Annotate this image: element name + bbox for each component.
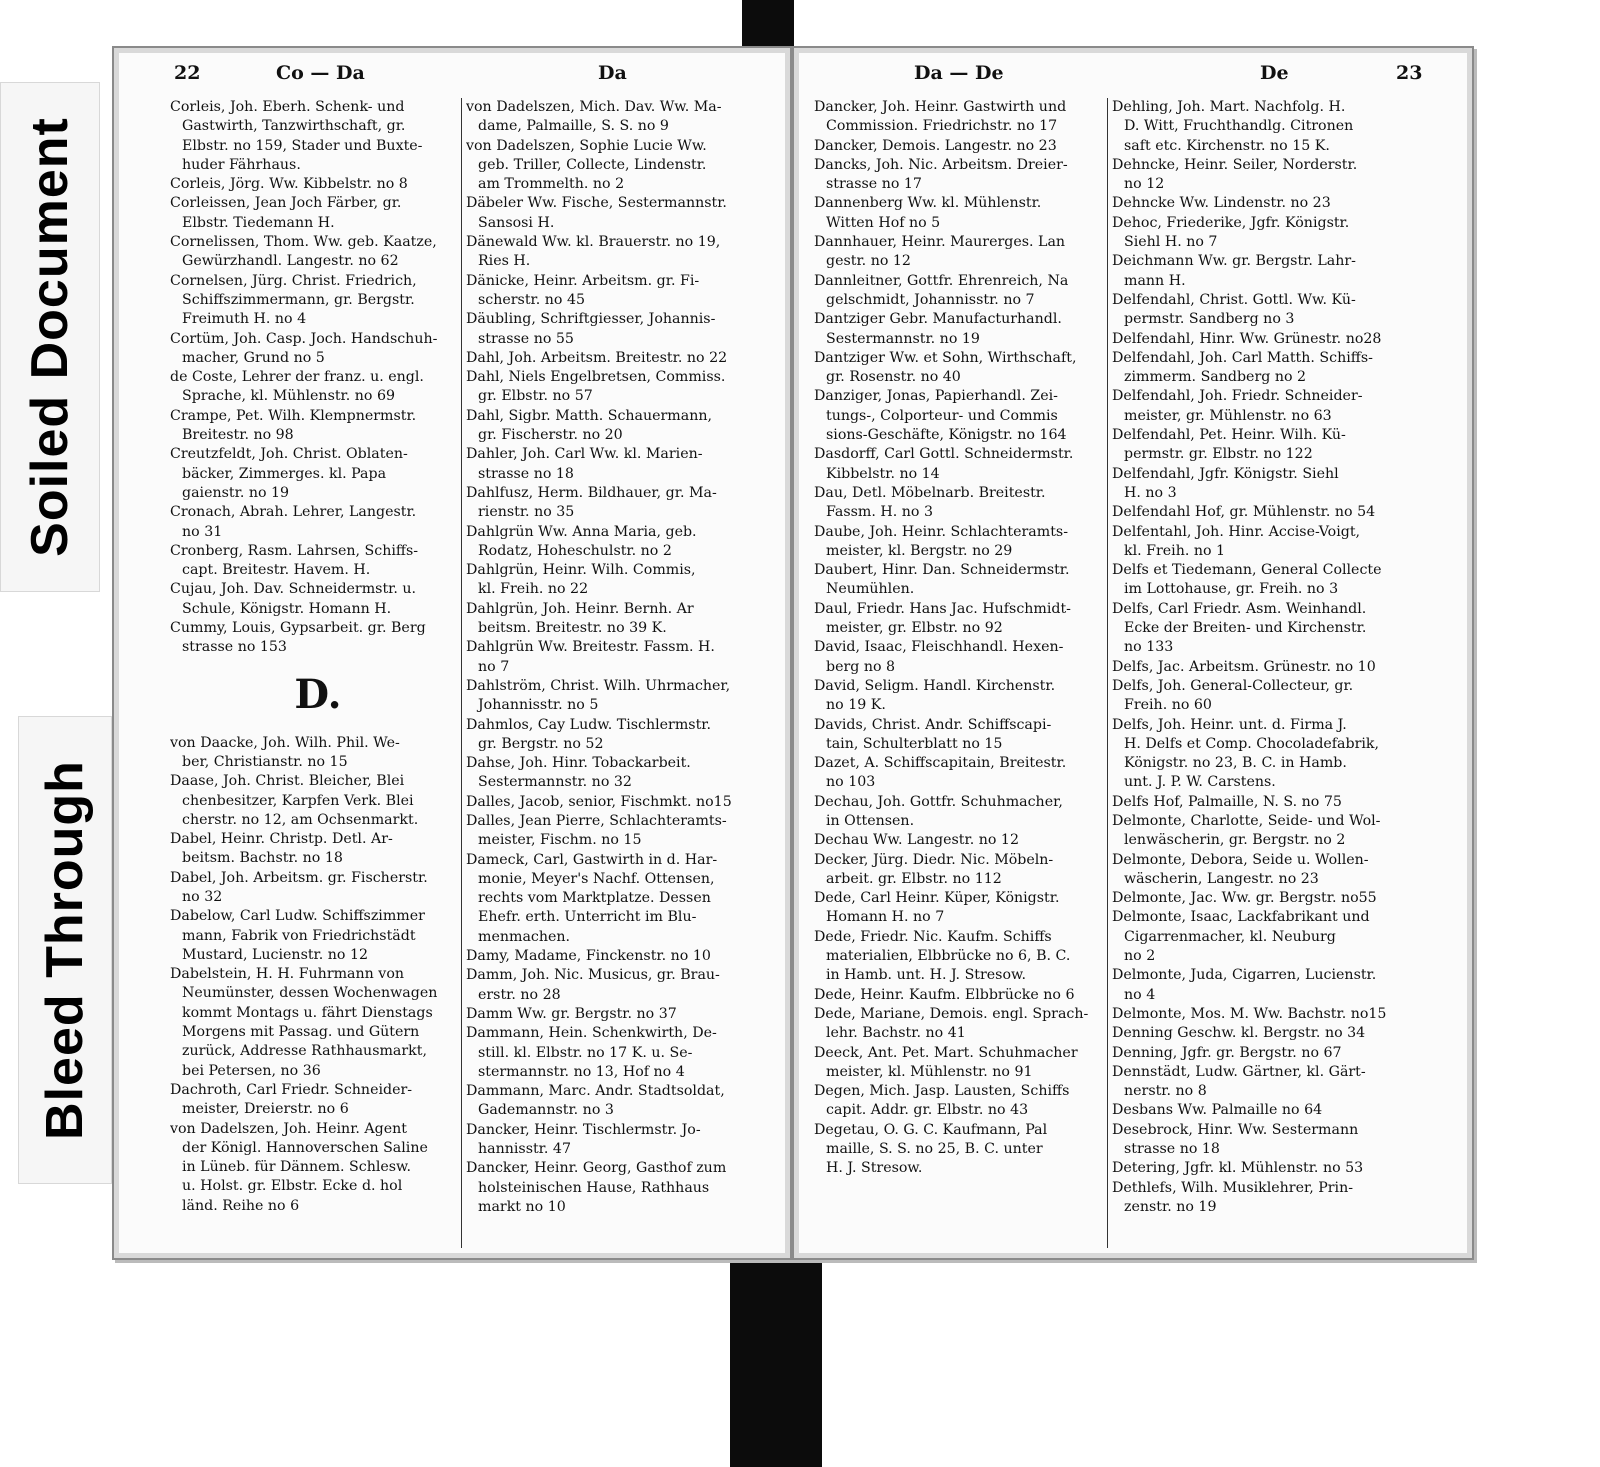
directory-line: monie, Meyer's Nachf. Ottensen, [478, 870, 715, 887]
directory-line: tungs-, Colporteur- und Commis [826, 407, 1058, 424]
directory-line: berg no 8 [826, 658, 896, 675]
directory-line: maille, S. S. no 25, B. C. unter [826, 1141, 1043, 1158]
directory-line: arbeit. gr. Elbstr. no 112 [826, 870, 1002, 887]
directory-line: Freih. no 60 [1124, 697, 1212, 714]
directory-column-2 [466, 98, 762, 1217]
directory-line: dame, Palmaille, S. S. no 9 [478, 118, 669, 135]
directory-line: Dänewald Ww. kl. Brauerstr. no 19, [466, 234, 721, 251]
directory-line: Dachroth, Carl Friedr. Schneider- [170, 1081, 413, 1098]
directory-line: Degen, Mich. Jasp. Lausten, Schiffs [814, 1083, 1070, 1100]
directory-line: Dahse, Joh. Hinr. Tobackarbeit. [466, 755, 691, 772]
directory-line: Däbeler Ww. Fische, Sestermannstr. [466, 195, 727, 212]
directory-line: Dahler, Joh. Carl Ww. kl. Marien- [466, 446, 703, 463]
directory-line: Deeck, Ant. Pet. Mart. Schuhmacher [814, 1044, 1078, 1061]
directory-line: von Dadelszen, Sophie Lucie Ww. [466, 137, 707, 154]
directory-line: sions-Geschäfte, Königstr. no 164 [826, 427, 1067, 444]
directory-line: gr. Rosenstr. no 40 [826, 369, 961, 386]
directory-line: von Dadelszen, Mich. Dav. Ww. Ma- [466, 99, 722, 115]
directory-line: wäscherin, Langestr. no 23 [1124, 870, 1319, 887]
soiled-document-label: Soiled Document [21, 117, 79, 557]
directory-line: Rodatz, Hoheschulstr. no 2 [478, 542, 672, 559]
directory-line: gr. Fischerstr. no 20 [478, 427, 623, 444]
directory-line: Dalles, Jacob, senior, Fischmkt. no15 [466, 793, 732, 810]
directory-line: Dameck, Carl, Gastwirth in d. Har- [466, 851, 718, 868]
directory-line: holsteinischen Hause, Rathhaus [478, 1179, 710, 1196]
directory-line: Desbans Ww. Palmaille no 64 [1112, 1102, 1323, 1119]
directory-line: Dabel, Heinr. Christp. Detl. Ar- [170, 831, 393, 848]
directory-line: Creutzfeldt, Joh. Christ. Oblaten- [170, 446, 408, 463]
directory-line: Dannenberg Ww. kl. Mühlenstr. [814, 195, 1042, 212]
directory-line: Delfendahl, Joh. Carl Matth. Schiffs- [1112, 349, 1373, 366]
directory-line: in Ottensen. [826, 812, 915, 829]
directory-line: Damm, Joh. Nic. Musicus, gr. Brau- [466, 967, 720, 984]
directory-line: kommt Montags u. fährt Dienstags [182, 1004, 433, 1021]
directory-line: David, Isaac, Fleischhandl. Hexen- [814, 639, 1064, 656]
directory-line: meister, gr. Mühlenstr. no 63 [1124, 407, 1332, 424]
directory-line: scherstr. no 45 [478, 291, 586, 308]
directory-line: Delfendahl, Joh. Friedr. Schneider- [1112, 388, 1363, 405]
soiled-document-tab [0, 82, 100, 592]
directory-line: von Dadelszen, Joh. Heinr. Agent [170, 1120, 407, 1137]
directory-line: Cortüm, Joh. Casp. Joch. Handschuh- [170, 330, 438, 347]
directory-line: Dechau Ww. Langestr. no 12 [814, 832, 1019, 849]
directory-line: Dahlström, Christ. Wilh. Uhrmacher, [466, 677, 731, 694]
directory-line: Dennstädt, Ludw. Gärtner, kl. Gärt- [1112, 1063, 1366, 1080]
directory-line: Königstr. no 23, B. C. in Hamb. [1124, 755, 1347, 772]
directory-line: nerstr. no 8 [1124, 1083, 1207, 1100]
directory-line: Freimuth H. no 4 [182, 311, 307, 328]
left-page [112, 46, 792, 1260]
directory-line: Neumünster, dessen Wochenwagen [182, 985, 438, 1002]
directory-line: mann, Fabrik von Friedrichstädt [182, 927, 416, 944]
directory-line: Witten Hof no 5 [826, 214, 941, 231]
directory-line: Dahlfusz, Herm. Bildhauer, gr. Ma- [466, 484, 717, 501]
directory-line: Delfs, Joh. Heinr. unt. d. Firma J. [1112, 716, 1347, 733]
directory-line: Ecke der Breiten- und Kirchenstr. [1124, 620, 1367, 637]
directory-line: zimmerm. Sandberg no 2 [1124, 369, 1307, 386]
directory-line: menmachen. [478, 928, 571, 945]
directory-line: no 12 [1124, 176, 1165, 193]
directory-line: Delfs et Tiedemann, General Collecte [1112, 562, 1382, 579]
directory-line: Elbstr. no 159, Stader und Buxte- [182, 137, 423, 154]
directory-line: Dede, Heinr. Kaufm. Elbbrücke no 6 [814, 986, 1075, 1003]
directory-line: zenstr. no 19 [1124, 1198, 1217, 1215]
directory-line: Morgens mit Passag. und Gütern [182, 1024, 420, 1041]
directory-line: im Lottohause, gr. Freih. no 3 [1124, 581, 1339, 598]
directory-line: erstr. no 28 [478, 986, 561, 1003]
directory-line: Däubling, Schriftgiesser, Johannis- [466, 311, 716, 328]
directory-line: kl. Freih. no 22 [478, 581, 589, 598]
directory-line: Schule, Königstr. Homann H. [182, 600, 392, 617]
directory-line: huder Fährhaus. [182, 156, 301, 173]
directory-line: Dehncke, Heinr. Seiler, Norderstr. [1112, 156, 1358, 173]
directory-line: Sansosi H. [478, 214, 555, 231]
directory-line: Homann H. no 7 [826, 909, 945, 926]
directory-line: permstr. gr. Elbstr. no 122 [1124, 446, 1313, 463]
directory-line: Sestermannstr. no 19 [826, 330, 980, 347]
directory-line: Dahl, Sigbr. Matth. Schauermann, [466, 407, 713, 424]
directory-line: Corleis, Jörg. Ww. Kibbelstr. no 8 [170, 176, 408, 193]
directory-line: Gademannstr. no 3 [478, 1102, 614, 1119]
directory-line: Mustard, Lucienstr. no 12 [182, 946, 369, 963]
directory-line: Sprache, kl. Mühlenstr. no 69 [182, 388, 396, 405]
directory-line: Ries H. [478, 253, 531, 270]
directory-line: Dechau, Joh. Gottfr. Schuhmacher, [814, 793, 1063, 810]
directory-line: saft etc. Kirchenstr. no 15 K. [1124, 137, 1330, 154]
directory-line: Dede, Friedr. Nic. Kaufm. Schiffs [814, 928, 1052, 945]
directory-line: Cronberg, Rasm. Lahrsen, Schiffs- [170, 542, 419, 559]
directory-line: rechts vom Marktplatze. Dessen [478, 890, 711, 907]
directory-line: chenbesitzer, Karpfen Verk. Blei [182, 792, 414, 809]
directory-line: Dänicke, Heinr. Arbeitsm. gr. Fi- [466, 272, 700, 289]
directory-line: Dahlgrün Ww. Breitestr. Fassm. H. [466, 639, 715, 656]
directory-line: macher, Grund no 5 [182, 349, 325, 366]
directory-line: Breitestr. no 98 [182, 427, 294, 444]
directory-line: Dehncke Ww. Lindenstr. no 23 [1112, 195, 1331, 212]
directory-line: unt. J. P. W. Carstens. [1124, 774, 1276, 791]
directory-line: Delmonte, Isaac, Lackfabrikant und [1112, 909, 1370, 926]
directory-line: Danziger, Jonas, Papierhandl. Zei- [814, 388, 1058, 405]
directory-line: Dehoc, Friederike, Jgfr. Königstr. [1112, 214, 1350, 231]
directory-line: Cornelissen, Thom. Ww. geb. Kaatze, [170, 234, 437, 251]
directory-line: capt. Breitestr. Havem. H. [182, 562, 371, 579]
directory-line: Delmonte, Mos. M. Ww. Bachstr. no15 [1112, 1005, 1387, 1022]
directory-line: Neumühlen. [826, 581, 915, 598]
directory-line: Dazet, A. Schiffscapitain, Breitestr. [814, 755, 1067, 772]
directory-line: Dannleitner, Gottfr. Ehrenreich, Na [814, 272, 1069, 289]
directory-line: am Trommelth. no 2 [478, 176, 625, 193]
directory-line: Delfs, Joh. General-Collecteur, gr. [1112, 677, 1354, 694]
directory-line: Daubert, Hinr. Dan. Schneidermstr. [814, 562, 1070, 579]
directory-line: Dau, Detl. Möbelnarb. Breitestr. [814, 484, 1046, 501]
directory-line: Dahlgrün Ww. Anna Maria, geb. [466, 523, 697, 540]
directory-line: markt no 10 [478, 1198, 566, 1215]
directory-line: Denning Geschw. kl. Bergstr. no 34 [1112, 1025, 1366, 1042]
directory-line: meister, Dreierstr. no 6 [182, 1101, 349, 1118]
directory-line: gestr. no 12 [826, 253, 911, 270]
directory-line: Dancker, Heinr. Georg, Gasthof zum [466, 1160, 727, 1177]
directory-line: kl. Freih. no 1 [1124, 542, 1226, 559]
directory-line: no 7 [478, 658, 510, 675]
directory-line: Dabel, Joh. Arbeitsm. gr. Fischerstr. [170, 869, 428, 886]
directory-line: Dancks, Joh. Nic. Arbeitsm. Dreier- [814, 156, 1068, 173]
directory-line: strasse no 55 [478, 330, 574, 347]
section-letter: D. [294, 670, 342, 718]
directory-line: Delfs, Carl Friedr. Asm. Weinhandl. [1112, 600, 1367, 617]
directory-line: meister, Fischm. no 15 [478, 832, 642, 849]
directory-line: strasse no 17 [826, 176, 922, 193]
directory-line: Delfendahl, Christ. Gottl. Ww. Kü- [1112, 291, 1356, 308]
directory-line: no 4 [1124, 986, 1156, 1003]
directory-line: Dahmlos, Cay Ludw. Tischlermstr. [466, 716, 712, 733]
directory-line: hannisstr. 47 [478, 1141, 571, 1158]
directory-line: permstr. Sandberg no 3 [1124, 311, 1295, 328]
directory-line: Delmonte, Debora, Seide u. Wollen- [1112, 851, 1369, 868]
directory-line: Dantziger Ww. et Sohn, Wirthschaft, [814, 349, 1077, 366]
directory-line: in Hamb. unt. H. J. Stresow. [826, 967, 1026, 984]
directory-line: de Coste, Lehrer der franz. u. engl. [170, 369, 424, 386]
directory-line: Dancker, Joh. Heinr. Gastwirth und [814, 99, 1067, 115]
directory-line: stermannstr. no 13, Hof no 4 [478, 1063, 685, 1080]
page-number-left: 22 [174, 62, 201, 84]
header-right-left: Da [598, 62, 627, 84]
column-divider [1107, 98, 1108, 1248]
directory-line: beitsm. Breitestr. no 39 K. [478, 620, 667, 637]
header-center-left: Co — Da [276, 62, 365, 84]
directory-line: u. Holst. gr. Elbstr. Ecke d. hol [182, 1178, 403, 1195]
directory-line: David, Seligm. Handl. Kirchenstr. [814, 677, 1056, 694]
directory-line: länd. Reihe no 6 [182, 1197, 300, 1214]
directory-line: no 133 [1124, 639, 1174, 656]
directory-line: Dancker, Heinr. Tischlermstr. Jo- [466, 1121, 701, 1138]
directory-line: gelschmidt, Johannisstr. no 7 [826, 291, 1035, 308]
directory-line: Dammann, Hein. Schenkwirth, De- [466, 1025, 717, 1042]
directory-line: meister, gr. Elbstr. no 92 [826, 620, 1003, 637]
directory-line: Gewürzhandl. Langestr. no 62 [182, 253, 399, 270]
directory-line: Denning, Jgfr. gr. Bergstr. no 67 [1112, 1044, 1342, 1061]
directory-line: rienstr. no 35 [478, 504, 575, 521]
directory-line: mann H. [1124, 272, 1186, 289]
directory-line: bei Petersen, no 36 [182, 1062, 321, 1079]
directory-line: Dahlgrün, Heinr. Wilh. Commis, [466, 562, 696, 579]
directory-line: Delmonte, Jac. Ww. gr. Bergstr. no55 [1112, 890, 1377, 907]
directory-line: Desebrock, Hinr. Ww. Sestermann [1112, 1121, 1359, 1138]
right-page [792, 46, 1474, 1260]
directory-line: no 19 K. [826, 697, 886, 714]
directory-line: H. J. Stresow. [826, 1160, 923, 1177]
directory-line: Cummy, Louis, Gypsarbeit. gr. Berg [170, 620, 426, 637]
directory-line: Delfs, Jac. Arbeitsm. Grünestr. no 10 [1112, 658, 1376, 675]
directory-line: Dahlgrün, Joh. Heinr. Bernh. Ar [466, 600, 694, 617]
directory-line: Delfs Hof, Palmaille, N. S. no 75 [1112, 793, 1342, 810]
directory-line: Dehling, Joh. Mart. Nachfolg. H. [1112, 99, 1346, 115]
directory-line: meister, kl. Mühlenstr. no 91 [826, 1063, 1033, 1080]
directory-line: cherstr. no 12, am Ochsenmarkt. [182, 811, 419, 828]
directory-line: Cornelsen, Jürg. Christ. Friedrich, [170, 272, 417, 289]
directory-line: Dantziger Gebr. Manufacturhandl. [814, 311, 1062, 328]
directory-line: no 2 [1124, 948, 1156, 965]
directory-line: Davids, Christ. Andr. Schiffscapi- [814, 716, 1052, 733]
directory-line: Delmonte, Charlotte, Seide- und Wol- [1112, 812, 1381, 829]
directory-line: Delfendahl, Hinr. Ww. Grünestr. no28 [1112, 330, 1382, 347]
directory-line: Dabelow, Carl Ludw. Schiffszimmer [170, 908, 425, 925]
directory-line: Siehl H. no 7 [1124, 234, 1218, 251]
directory-line: Dalles, Jean Pierre, Schlachteramts- [466, 812, 727, 829]
directory-line: Dethlefs, Wilh. Musiklehrer, Prin- [1112, 1179, 1354, 1196]
directory-line: Cigarrenmacher, kl. Neuburg [1124, 928, 1336, 945]
directory-line: in Lüneb. für Dännem. Schlesw. [182, 1159, 412, 1176]
directory-line: Delfentahl, Joh. Hinr. Accise-Voigt, [1112, 523, 1361, 540]
directory-line: gaienstr. no 19 [182, 484, 290, 501]
directory-line: Dede, Mariane, Demois. engl. Sprach- [814, 1005, 1089, 1022]
directory-line: Daul, Friedr. Hans Jac. Hufschmidt- [814, 600, 1071, 617]
directory-line: no 31 [182, 523, 223, 540]
directory-line: von Daacke, Joh. Wilh. Phil. We- [170, 734, 400, 751]
bleed-through-label: Bleed Through [36, 760, 94, 1140]
directory-line: Dahl, Niels Engelbretsen, Commiss. [466, 369, 726, 386]
directory-line: Dancker, Demois. Langestr. no 23 [814, 137, 1057, 154]
directory-line: strasse no 153 [182, 639, 287, 656]
header-center-right: Da — De [914, 62, 1004, 84]
directory-line: der Königl. Hannoverschen Saline [182, 1139, 428, 1156]
directory-line: Delfendahl Hof, gr. Mühlenstr. no 54 [1112, 504, 1376, 521]
directory-line: Sestermannstr. no 32 [478, 774, 632, 791]
directory-column-3 [814, 98, 1110, 1179]
page-number-right: 23 [1396, 62, 1423, 84]
directory-line: gr. Elbstr. no 57 [478, 388, 593, 405]
directory-line: Elbstr. Tiedemann H. [182, 214, 335, 231]
directory-line: Detering, Jgfr. kl. Mühlenstr. no 53 [1112, 1160, 1364, 1177]
directory-line: Delmonte, Juda, Cigarren, Lucienstr. [1112, 967, 1377, 984]
directory-line: Kibbelstr. no 14 [826, 465, 940, 482]
directory-line: Commission. Friedrichstr. no 17 [826, 118, 1058, 135]
directory-line: ber, Christianstr. no 15 [182, 753, 348, 770]
directory-line: Deichmann Ww. gr. Bergstr. Lahr- [1112, 253, 1356, 270]
directory-line: no 32 [182, 888, 223, 905]
directory-line: H. Delfs et Comp. Chocoladefabrik, [1124, 735, 1380, 752]
directory-line: Corleissen, Jean Joch Färber, gr. [170, 195, 402, 212]
directory-line: Delfendahl, Jgfr. Königstr. Siehl [1112, 465, 1339, 482]
directory-line: Gastwirth, Tanzwirthschaft, gr. [182, 118, 406, 135]
directory-line: Corleis, Joh. Eberh. Schenk- und [170, 99, 405, 115]
directory-line: bäcker, Zimmerges. kl. Papa [182, 465, 387, 482]
directory-line: lehr. Bachstr. no 41 [826, 1025, 966, 1042]
directory-line: Degetau, O. G. C. Kaufmann, Pal [814, 1121, 1048, 1138]
directory-line: Daube, Joh. Heinr. Schlachteramts- [814, 523, 1068, 540]
directory-line: Dahl, Joh. Arbeitsm. Breitestr. no 22 [466, 349, 728, 366]
directory-line: lenwäscherin, gr. Bergstr. no 2 [1124, 832, 1346, 849]
directory-line: Daase, Joh. Christ. Bleicher, Blei [170, 773, 405, 790]
header-right-right: De [1260, 62, 1289, 84]
bleed-through-tab [18, 716, 112, 1184]
directory-line: Cronach, Abrah. Lehrer, Langestr. [170, 504, 417, 521]
directory-column-1 [170, 98, 466, 1216]
directory-line: strasse no 18 [1124, 1141, 1220, 1158]
directory-line: Delfendahl, Pet. Heinr. Wilh. Kü- [1112, 427, 1346, 444]
directory-line: capit. Addr. gr. Elbstr. no 43 [826, 1102, 1029, 1119]
directory-line: Damy, Madame, Finckenstr. no 10 [466, 948, 711, 965]
directory-line: tain, Schulterblatt no 15 [826, 735, 1003, 752]
binding-strip-bottom [730, 1252, 822, 1467]
directory-line: Cujau, Joh. Dav. Schneidermstr. u. [170, 581, 417, 598]
directory-line: no 103 [826, 774, 876, 791]
directory-line: Decker, Jürg. Diedr. Nic. Möbeln- [814, 851, 1054, 868]
directory-line: strasse no 18 [478, 465, 574, 482]
directory-line: Dabelstein, H. H. Fuhrmann von [170, 966, 404, 983]
directory-line: Johannisstr. no 5 [478, 697, 599, 714]
directory-line: materialien, Elbbrücke no 6, B. C. [826, 948, 1071, 965]
directory-line: still. kl. Elbstr. no 17 K. u. Se- [478, 1044, 693, 1061]
directory-line: Crampe, Pet. Wilh. Klempnermstr. [170, 407, 417, 424]
directory-line: D. Witt, Fruchthandlg. Citronen [1124, 118, 1354, 135]
directory-line: Dasdorff, Carl Gottl. Schneidermstr. [814, 446, 1074, 463]
directory-line: gr. Bergstr. no 52 [478, 735, 604, 752]
directory-line: Fassm. H. no 3 [826, 504, 933, 521]
directory-line: Dede, Carl Heinr. Küper, Königstr. [814, 890, 1060, 907]
directory-line: Dammann, Marc. Andr. Stadtsoldat, [466, 1083, 725, 1100]
directory-line: Schiffszimmermann, gr. Bergstr. [182, 291, 415, 308]
directory-line: H. no 3 [1124, 484, 1177, 501]
directory-line: Ehefr. erth. Unterricht im Blu- [478, 909, 697, 926]
directory-line: Dannhauer, Heinr. Maurerges. Lan [814, 234, 1066, 251]
directory-line: meister, kl. Bergstr. no 29 [826, 542, 1013, 559]
directory-line: geb. Triller, Collecte, Lindenstr. [478, 156, 707, 173]
directory-line: beitsm. Bachstr. no 18 [182, 850, 343, 867]
directory-line: zurück, Addresse Rathhausmarkt, [182, 1043, 427, 1060]
column-divider [461, 98, 462, 1248]
directory-line: Damm Ww. gr. Bergstr. no 37 [466, 1005, 677, 1022]
directory-column-4 [1112, 98, 1408, 1217]
